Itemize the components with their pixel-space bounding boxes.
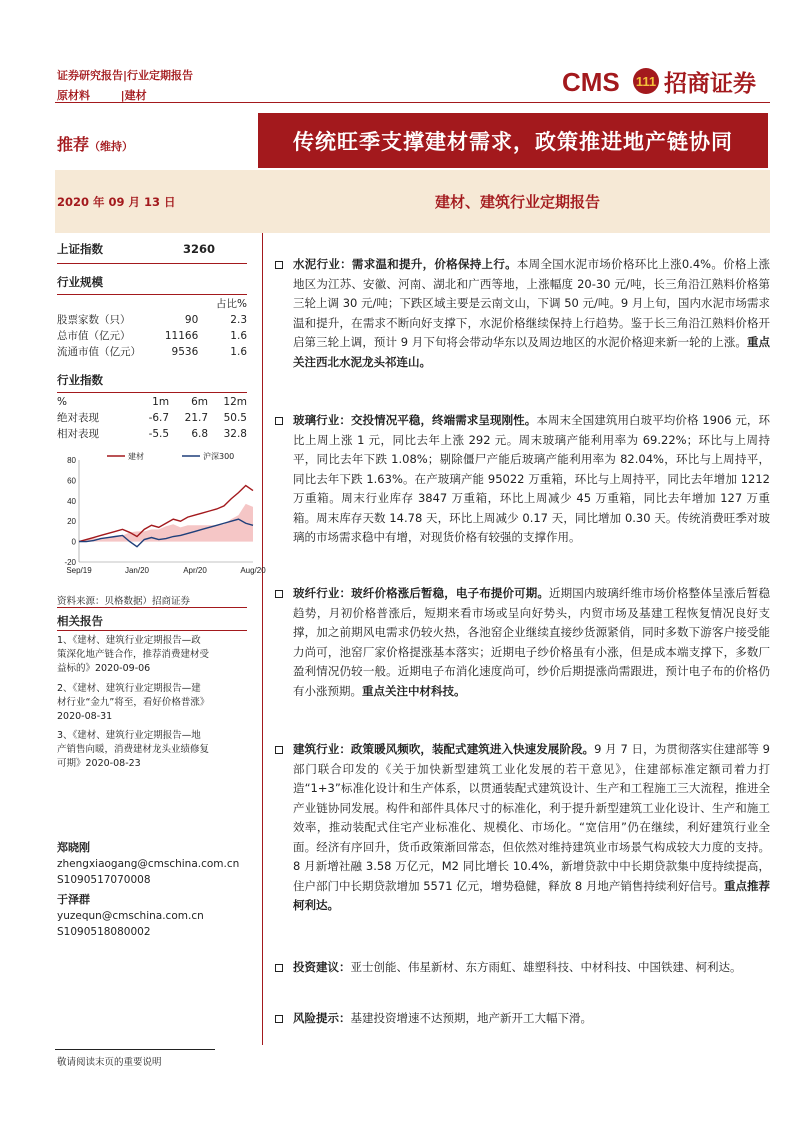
y-tick-label: 60 (67, 476, 76, 486)
author-email[interactable]: zhengxiaogang@cmschina.com.cn (57, 858, 240, 870)
performance-chart (57, 450, 266, 585)
logo-badge-text: 111 (635, 74, 657, 89)
table-header: % 1m 6m 12m (57, 396, 247, 408)
divider (57, 630, 247, 631)
scale-header: 占比% (216, 298, 247, 310)
legend-label: 沪深300 (203, 452, 235, 461)
bullet-icon (275, 746, 283, 754)
cms-logo (560, 62, 765, 100)
related-report-2: 2、《建材、建筑行业定期报告—建 材行业“金九”将至，看好价格普涨》 2020-08-31 (57, 683, 210, 722)
logo-text: CMS (562, 67, 620, 97)
divider (57, 607, 247, 608)
chart-source: 资料来源：贝格数据）招商证券 (57, 596, 191, 607)
bullet-icon (275, 964, 283, 972)
report-subtitle: 建材、建筑行业定期报告 (435, 193, 601, 211)
report-sector: 原材料 |建材 (57, 89, 147, 102)
y-tick-label: 20 (67, 517, 76, 527)
scale-title: 行业规模 (57, 275, 103, 289)
report-title: 传统旺季支撑建材需求，政策推进地产链协同 (258, 113, 768, 168)
section-glass: 玻璃行业：交投情况平稳，终端需求呈现刚性。本周末全国建筑用白玻平均价格 1906 元，环比上周上涨 1 元，同比去年上涨 292 元。周末玻璃产能利用率为 69.22%；环比与上周持平，同比去年下跌 1.08%；剔除僵尸产能后玻璃产能利用率为 82.04%，环比与上周持平，同比去年下跌 1.63%。在产玻璃产能 95022 万重箱，环比与上周持平，同比去年增加 1212 万重箱。周末行业库存 3847 万重箱，环比上周减少 45 万重箱，同比去年增加 127 万重箱。周末库存天数 14.78 天，环比上周减少 0.17 天，同比增加 0.30 天。传统消费旺季对玻璃的市场需求稳中有增，对现货价格有较强的支撑作用。 (275, 411, 770, 548)
table-row: 股票家数（只） 90 2.3 (57, 314, 247, 326)
section-investment: 投资建议：亚士创能、伟星新材、东方雨虹、雄塑科技、中材科技、中国铁建、柯利达。 (275, 958, 770, 978)
divider (57, 263, 247, 264)
x-tick-label: Sep/19 (66, 566, 92, 575)
logo-cn: 招商证券 (664, 71, 756, 97)
divider (57, 392, 247, 393)
table-row: 绝对表现 -6.7 21.7 50.5 (57, 412, 247, 424)
perf-title: 行业指数 (57, 373, 103, 387)
table-row: 流通市值（亿元） 9536 1.6 (57, 346, 247, 358)
section-fiberglass: 玻纤行业：玻纤价格涨后暂稳，电子布提价可期。近期国内玻璃纤维市场价格整体呈涨后暂稳趋势，月初价格普涨后，短期来看市场或呈向好势头，内贸市场及基建工程恢复情况良好支撑，加之前期风电需求仍较火热，各池窑企业继续直接纱货源紧俏，同时多数下游客户接受能力尚可，池窑厂家价格提涨基本落实；近期电子纱价格虽有小涨，但是成本端支撑下，多数厂盈利情况仍较一般。近期电子布消化速度尚可，纱价后期提涨尚需跟进，预计电子布的价格仍有小涨预期。重点关注中材科技。 (275, 584, 770, 701)
x-tick-label: Aug/20 (240, 566, 266, 575)
related-report-3: 3、《建材、建筑行业定期报告—地 产销售向暖，消费建材龙头业绩修复 可期》2020-08-23 (57, 730, 210, 769)
y-tick-label: -20 (64, 558, 76, 567)
section-construction: 建筑行业：政策暖风频吹，装配式建筑进入快速发展阶段。9 月 7 日，为贯彻落实住建部等 9 部门联合印发的《关于加快新型建筑工业化发展的若干意见》，住建部标准定额司着力打造“1+3”标准化设计和生产体系，以贯通装配式建筑设计、生产和工程施工三大流程，推进全产业链协同发展。构件和部件具体尺寸的标准化，利于提升新型建筑工业化设计、生产和施工效率，推动装配式住宅产业标准化、规模化、市场化。“宽信用”仍在继续，利好建筑行业全面。经济有序回升，货币政策渐回常态，但依然对维持建筑业市场景气构成较大力度的支持。8 月新增社融 3.58 万亿元，M2 同比增长 10.4%，新增贷款中中长期贷款集中度持续提高，住户部门中长期贷款增加 5571 亿元，增势稳健，释放 8 月地产销售持续利好信号。重点推荐柯利达。 (275, 740, 770, 916)
footer-note: 敬请阅读末页的重要说明 (57, 1057, 162, 1068)
related-title: 相关报告 (57, 614, 103, 628)
y-tick-label: 0 (71, 537, 76, 547)
y-tick-label: 40 (67, 496, 76, 506)
footer-divider (55, 1049, 215, 1050)
header-divider (55, 102, 770, 103)
author-email[interactable]: yuzequn@cmschina.com.cn (57, 910, 204, 922)
related-report-1: 1、《建材、建筑行业定期报告—政 策深化地产链合作，推荐消费建材受 益标的》2020-09-06 (57, 635, 210, 674)
x-tick-label: Jan/20 (124, 566, 150, 575)
bullet-icon (275, 590, 283, 598)
bullet-icon (275, 261, 283, 269)
report-category: 证券研究报告|行业定期报告 (57, 69, 194, 82)
section-cement: 水泥行业：需求温和提升，价格保持上行。本周全国水泥市场价格环比上涨0.4%。价格上涨地区为江苏、安徽、河南、湖北和广西等地，上涨幅度 20-30 元/吨，长三角沿江熟料价格第三轮上调 30 元/吨；下跌区域主要是云南文山，下调 50 元/吨。9 月上旬，国内水泥市场需求温和提升，在需求不断向好支撑下，水泥价格继续保持上行趋势。鉴于长三角沿江熟料价格开启第三轮上调，预计 9 月下旬将会带动华东以及周边地区的水泥价格迎来新一轮的上涨。重点关注西北水泥龙头祁连山。 (275, 255, 770, 372)
divider (57, 294, 247, 295)
author-1: 郑晓刚 zhengxiaogang@cmschina.com.cn S1090517070008 (57, 841, 240, 886)
rating (57, 132, 133, 155)
perf-block (57, 372, 247, 442)
report-date: 2020 年 09 月 13 日 (57, 195, 176, 209)
index-value: 3260 (182, 242, 215, 256)
legend-label: 建材 (128, 452, 144, 461)
bullet-icon (275, 417, 283, 425)
index-block (57, 241, 247, 264)
table-row: 相对表现 -5.5 6.8 32.8 (57, 428, 247, 440)
scale-block (57, 274, 247, 360)
rating-note: （维持） (89, 140, 134, 153)
section-risk: 风险提示：基建投资增速不达预期，地产新开工大幅下滑。 (275, 1009, 770, 1029)
column-divider (262, 233, 263, 1045)
x-tick-label: Apr/20 (183, 566, 207, 575)
index-label: 上证指数 (57, 242, 103, 256)
author-2: 于泽群 yuzequn@cmschina.com.cn S1090518080002 (57, 893, 204, 938)
table-row: 总市值（亿元） 11166 1.6 (57, 330, 247, 342)
y-tick-label: 80 (67, 456, 76, 465)
bullet-icon (275, 1015, 283, 1023)
rating-value: 推荐 (57, 135, 90, 154)
